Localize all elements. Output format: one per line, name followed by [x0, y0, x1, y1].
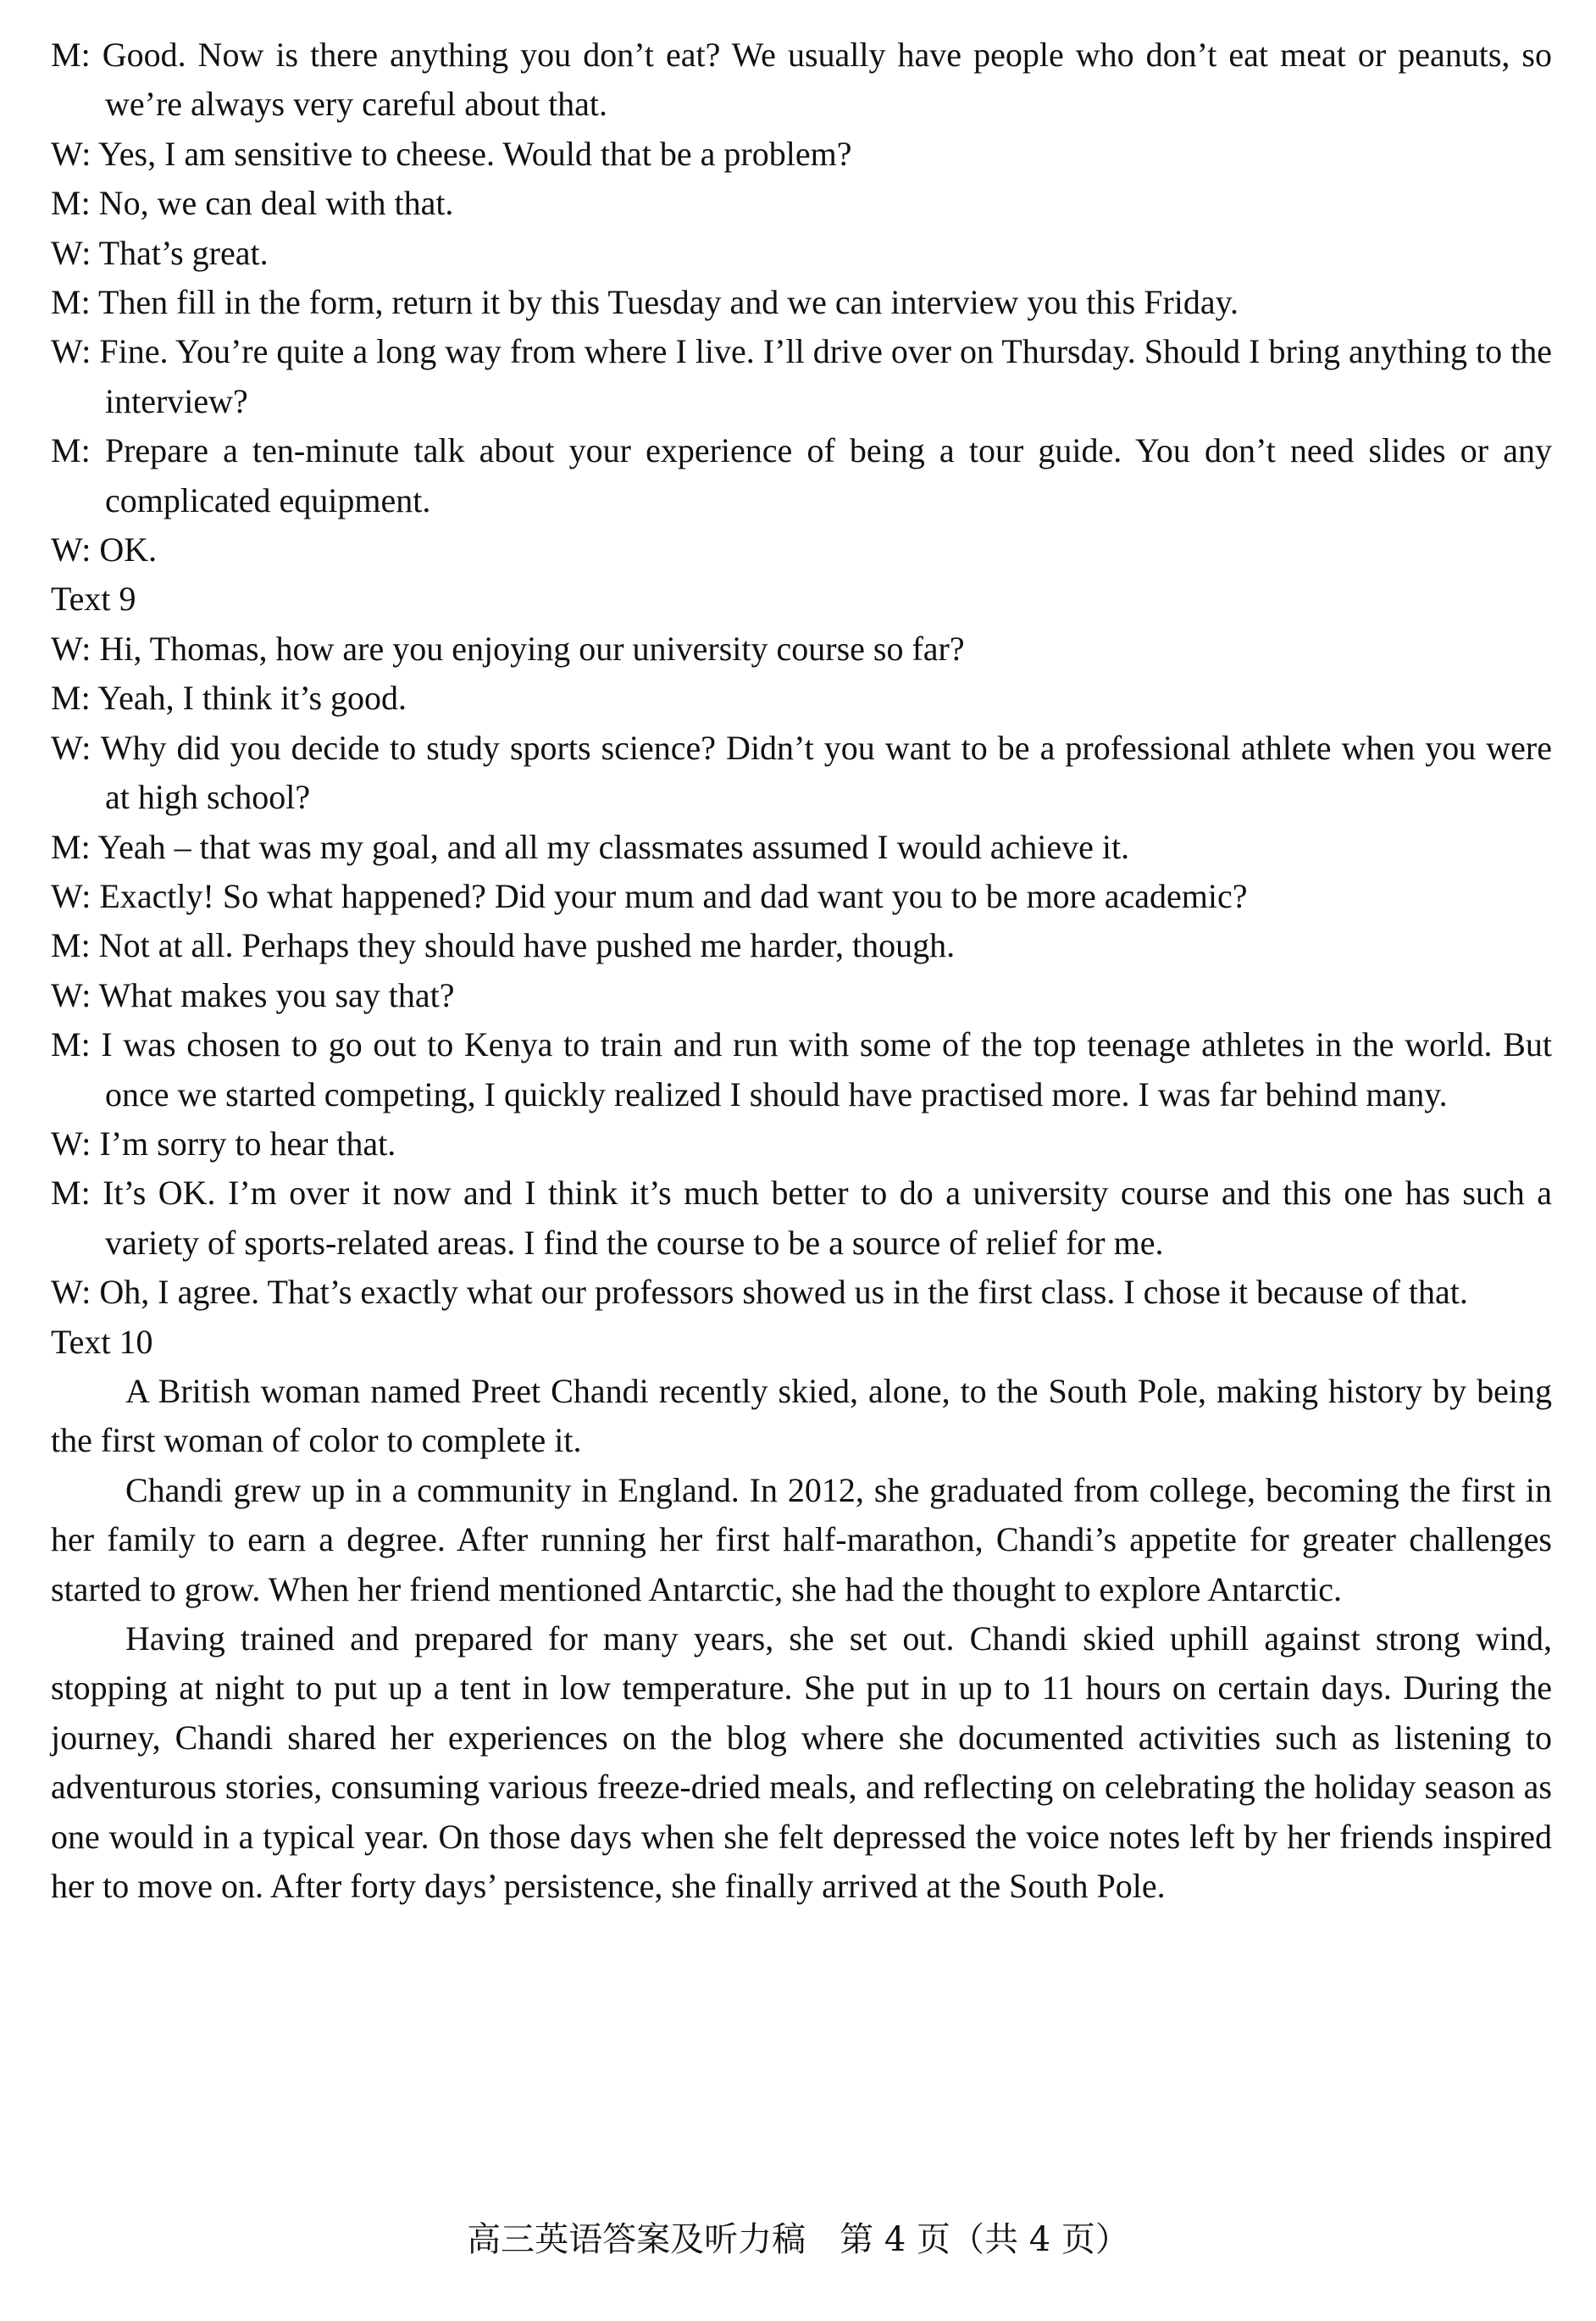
dialogue-line: W: Exactly! So what happened? Did your mum and dad want you to be more academic?: [51, 876, 1248, 915]
dialogue-line: M: Yeah – that was my goal, and all my classmates assumed I would achieve it.: [51, 827, 1130, 866]
dialogue-line: W: What makes you say that?: [51, 975, 455, 1014]
transcript-page: [51, 31, 1552, 1911]
dialogue-line: M: I was chosen to go out to Kenya to train and run with some of the top teenage athletes in the world. But once we started competing, I quickly realized I should have practised more. I was far behind many.: [51, 1025, 1552, 1113]
section-heading-text-10: Text 10: [51, 1322, 153, 1361]
dialogue-line: M: It’s OK. I’m over it now and I think it’s much better to do a university course and this one has such a variety of sports-related areas. I find the course to be a source of relief for me.: [51, 1174, 1552, 1262]
passage-paragraph: A British woman named Preet Chandi recently skied, alone, to the South Pole, making history by being the first woman of color to complete it.: [51, 1371, 1552, 1460]
section-heading-text-9: Text 9: [51, 580, 136, 619]
dialogue-line: M: Prepare a ten-minute talk about your experience of being a tour guide. You don’t need slides or any complicated equipment.: [51, 431, 1552, 519]
passage-paragraph: Having trained and prepared for many years, she set out. Chandi skied uphill against strong wind, stopping at night to put up a tent in low temperature. She put in up to 11 hours on certain days. During the journey, Chandi shared her experiences on the blog where she documented activities such as listening to adventurous stories, consuming various freeze-dried meals, and reflecting on celebrating the holiday season as one would in a typical year. On those days when she felt depressed the voice notes left by her friends inspired her to move on. After forty days’ persistence, she finally arrived at the South Pole.: [51, 1619, 1552, 1906]
dialogue-line: M: Then fill in the form, return it by this Tuesday and we can interview you this Friday.: [51, 283, 1239, 322]
dialogue-line: M: No, we can deal with that.: [51, 184, 454, 223]
dialogue-line: W: Yes, I am sensitive to cheese. Would that be a problem?: [51, 134, 852, 173]
dialogue-line: W: Fine. You’re quite a long way from where I live. I’ll drive over on Thursday. Should I bring anything to the interview?: [51, 332, 1552, 420]
page-footer: 高三英语答案及听力稿 第 4 页（共 4 页）: [467, 2220, 1129, 2259]
dialogue-line: M: Not at all. Perhaps they should have pushed me harder, though.: [51, 926, 956, 965]
dialogue-line: W: OK.: [51, 530, 158, 569]
dialogue-line: M: Yeah, I think it’s good.: [51, 679, 407, 718]
dialogue-line: W: I’m sorry to hear that.: [51, 1124, 396, 1163]
dialogue-line: M: Good. Now is there anything you don’t eat? We usually have people who don’t eat meat or peanuts, so we’re always very careful about that.: [51, 36, 1552, 124]
dialogue-line: W: That’s great.: [51, 233, 269, 272]
passage-paragraph: Chandi grew up in a community in England. In 2012, she graduated from college, becoming the first in her family to earn a degree. After running her first half-marathon, Chandi’s appetite for greater challenges started to grow. When her friend mentioned Antarctic, she had the thought to explore Antarctic.: [51, 1470, 1552, 1608]
dialogue-line: W: Hi, Thomas, how are you enjoying our university course so far?: [51, 629, 965, 668]
dialogue-line: W: Oh, I agree. That’s exactly what our professors showed us in the first class. I chose it because of that.: [51, 1273, 1468, 1312]
dialogue-line: W: Why did you decide to study sports science? Didn’t you want to be a professional athlete when you were at high school?: [51, 728, 1552, 817]
